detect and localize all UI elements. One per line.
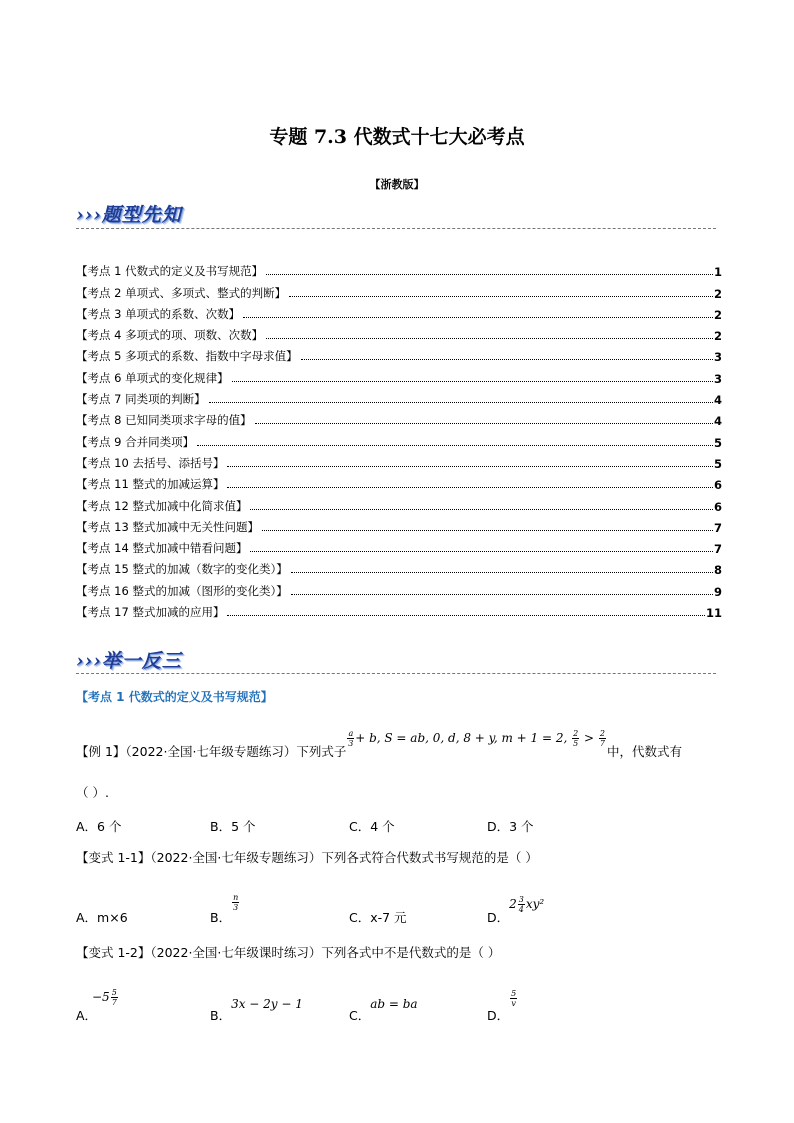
toc-entry-page: 7	[713, 520, 722, 535]
toc-entry-label: 【考点 3 单项式的系数、次数】	[76, 306, 241, 321]
option-a: A． −5 $\frac{5}{7}$	[76, 988, 117, 1023]
toc-entry-page: 3	[713, 371, 722, 386]
toc-leader-dots	[227, 487, 713, 488]
variant-1-1-question: 【变式 1-1】（2022·全国·七年级专题练习）下列各式符合代数式书写规范的是（ ）	[76, 850, 538, 865]
fraction: $\frac{2}{7}$	[599, 729, 605, 748]
fraction: $\frac{5}{7}$	[111, 988, 117, 1007]
banner-divider	[76, 673, 716, 674]
option-d: D． $\frac{5}{v}$	[487, 989, 517, 1023]
edition-label: 【浙教版】	[369, 178, 425, 191]
toc-entry-label: 【考点 4 多项式的项、项数、次数】	[76, 328, 264, 343]
toc-leader-dots	[291, 572, 713, 573]
toc-entry-page: 8	[713, 563, 722, 578]
page-title: 专题 7.3 代数式十七大必考点	[269, 126, 525, 148]
option-a: A．m×6	[76, 910, 128, 925]
toc-leader-dots	[197, 445, 713, 446]
table-of-contents	[76, 258, 722, 620]
example-1-blank: （ ）.	[76, 785, 109, 800]
toc-entry-label: 【考点 7 同类项的判断】	[76, 392, 206, 407]
option-d: D．2 $\frac{3}{4}$ xy²	[487, 895, 545, 925]
section-banner-preview: ›››题型先知	[76, 204, 182, 226]
toc-entry-label: 【考点 15 整式的加减（数字的变化类）】	[76, 562, 288, 577]
toc-entry-page: 5	[713, 456, 722, 471]
toc-entry[interactable]	[76, 343, 722, 364]
toc-entry-label: 【考点 6 单项式的变化规律】	[76, 370, 229, 385]
example-1-question	[76, 729, 683, 762]
toc-leader-dots	[255, 423, 713, 424]
option-c: C．4 个	[349, 819, 395, 834]
toc-entry-page: 2	[713, 307, 722, 322]
toc-entry-label: 【考点 11 整式的加减运算】	[76, 477, 225, 492]
toc-leader-dots	[291, 594, 713, 595]
toc-entry-page: 2	[713, 329, 722, 344]
toc-entry-label: 【考点 2 单项式、多项式、整式的判断】	[76, 285, 287, 300]
toc-entry[interactable]	[76, 407, 722, 428]
fraction: $\frac{a}{3}$	[348, 729, 354, 748]
toc-entry[interactable]	[76, 471, 722, 492]
toc-entry[interactable]	[76, 279, 722, 300]
toc-entry[interactable]	[76, 514, 722, 535]
example-1-suffix: 中，代数式有	[607, 744, 683, 759]
toc-leader-dots	[262, 530, 713, 531]
toc-leader-dots	[250, 551, 713, 552]
toc-leader-dots	[227, 615, 705, 616]
example-1-prefix: 【例 1】（2022·全国·七年级专题练习）下列式子	[76, 744, 347, 759]
toc-entry-page: 3	[713, 350, 722, 365]
toc-entry-page: 7	[713, 542, 722, 557]
toc-entry-page: 11	[705, 606, 722, 621]
toc-entry-label: 【考点 8 已知同类项求字母的值】	[76, 413, 252, 428]
toc-entry[interactable]	[76, 492, 722, 513]
section-heading: 【考点 1 代数式的定义及书写规范】	[76, 690, 273, 704]
option-b: B． $\frac{n}{3}$	[210, 893, 239, 925]
option-d: D．3 个	[487, 819, 534, 834]
toc-leader-dots	[266, 338, 713, 339]
toc-entry-label: 【考点 10 去括号、添括号】	[76, 455, 225, 470]
toc-leader-dots	[250, 509, 713, 510]
toc-leader-dots	[209, 402, 713, 403]
section-banner-practice: ›››举一反三	[76, 650, 182, 672]
toc-entry-page: 6	[713, 499, 722, 514]
toc-leader-dots	[289, 296, 713, 297]
option-a: A．6 个	[76, 819, 122, 834]
toc-entry-label: 【考点 16 整式的加减（图形的变化类）】	[76, 583, 288, 598]
toc-entry-label: 【考点 13 整式加减中无关性问题】	[76, 519, 259, 534]
toc-entry-label: 【考点 9 合并同类项】	[76, 434, 195, 449]
option-b: B．5 个	[210, 819, 256, 834]
toc-entry-label: 【考点 17 整式加减的应用】	[76, 605, 225, 620]
toc-entry[interactable]	[76, 386, 722, 407]
fraction: $\frac{2}{5}$	[573, 729, 579, 748]
toc-entry[interactable]	[76, 450, 722, 471]
toc-entry-page: 4	[713, 393, 722, 408]
toc-entry[interactable]	[76, 428, 722, 449]
toc-entry[interactable]	[76, 301, 722, 322]
toc-entry[interactable]	[76, 556, 722, 577]
fraction: $\frac{5}{v}$	[511, 989, 517, 1008]
toc-entry-page: 1	[713, 265, 722, 280]
toc-entry[interactable]	[76, 599, 722, 620]
toc-entry-label: 【考点 5 多项式的系数、指数中字母求值】	[76, 349, 298, 364]
toc-entry-page: 6	[713, 478, 722, 493]
example-1-expression: $\frac{a}{3}$ + b, S = ab, 0, d, 8 + y, m + 1 = 2, $\frac{2}{5}$ > $\frac{2}{7}$	[348, 729, 605, 748]
toc-entry[interactable]	[76, 364, 722, 385]
toc-entry-label: 【考点 14 整式加减中错看问题】	[76, 541, 248, 556]
toc-entry-page: 5	[713, 435, 722, 450]
toc-entry[interactable]	[76, 577, 722, 598]
toc-entry[interactable]	[76, 535, 722, 556]
fraction: $\frac{n}{3}$	[233, 893, 239, 912]
variant-1-2-question: 【变式 1-2】（2022·全国·七年级课时练习）下列各式中不是代数式的是（ ）	[76, 945, 501, 960]
banner-divider	[76, 228, 716, 229]
toc-leader-dots	[266, 274, 713, 275]
toc-entry-page: 9	[713, 584, 722, 599]
toc-entry-page: 4	[713, 414, 722, 429]
toc-entry[interactable]	[76, 322, 722, 343]
toc-entry-label: 【考点 1 代数式的定义及书写规范】	[76, 264, 264, 279]
option-c: C．ab = ba	[349, 997, 418, 1023]
option-c: C．x-7 元	[349, 910, 407, 925]
toc-entry[interactable]	[76, 258, 722, 279]
toc-leader-dots	[232, 381, 713, 382]
toc-leader-dots	[301, 359, 713, 360]
toc-entry-label: 【考点 12 整式加减中化简求值】	[76, 498, 248, 513]
toc-leader-dots	[243, 317, 713, 318]
mixed-number-expression: 2 $\frac{3}{4}$ xy²	[509, 895, 545, 914]
option-b: B．3x − 2y − 1	[210, 997, 303, 1023]
toc-entry-page: 2	[713, 286, 722, 301]
toc-leader-dots	[227, 466, 713, 467]
